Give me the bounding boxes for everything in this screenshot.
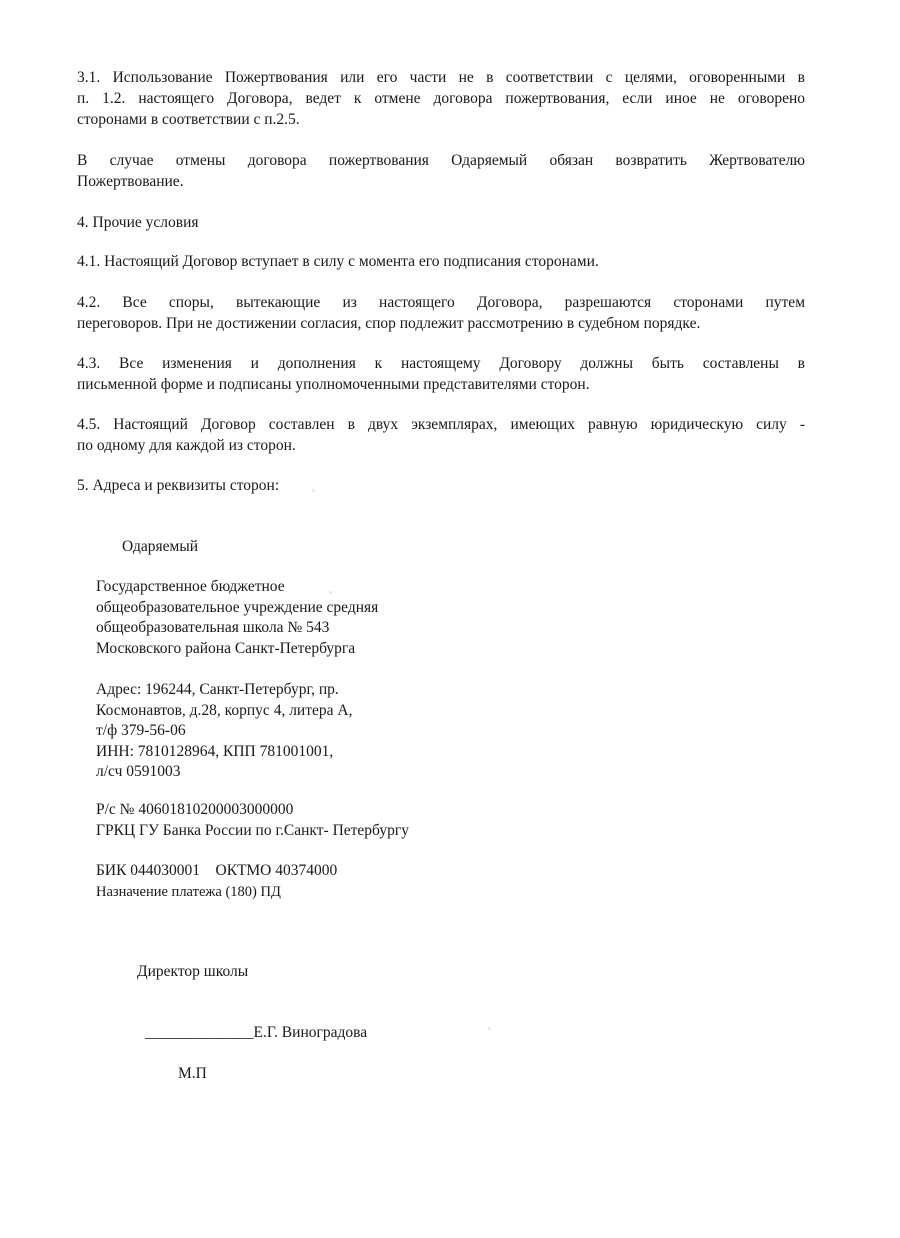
- director-title: [137, 962, 248, 983]
- org-line-1: Государственное бюджетное: [96, 578, 285, 595]
- cancellation-paragraph: [77, 150, 805, 192]
- section-5-title: [77, 475, 805, 496]
- clause-4-3-line-1: 4.3. Все изменения и дополнения к настоящему Договору должны быть составлены в: [77, 355, 805, 372]
- clause-4-2: [77, 292, 805, 334]
- recipient-bank: [96, 800, 409, 841]
- section-4-title-text: 4. Прочие условия: [77, 214, 199, 231]
- clause-3-1-line-1: 3.1. Использование Пожертвования или его части не в соответствии с целями, оговоренными в: [77, 69, 805, 86]
- address-line-2: Космонавтов, д.28, корпус 4, литера А,: [96, 701, 353, 719]
- clause-4-3: [77, 353, 805, 395]
- recipient-heading: [122, 537, 198, 558]
- scan-speck: [488, 1027, 491, 1030]
- address-line-5: л/сч 0591003: [96, 763, 181, 780]
- clause-3-1-line-2: п. 1.2. настоящего Договора, ведет к отмене договора пожертвования, если иное не оговорено: [77, 90, 805, 107]
- recipient-organization: [96, 577, 378, 659]
- address-line-1: Адрес: 196244, Санкт-Петербург, пр.: [96, 681, 339, 698]
- clause-4-5-line-2: по одному для каждой из сторон.: [77, 437, 296, 454]
- clause-4-1-text: 4.1. Настоящий Договор вступает в силу с момента его подписания сторонами.: [77, 253, 599, 270]
- stamp-place-text: М.П: [178, 1065, 207, 1082]
- recipient-address: [96, 680, 352, 783]
- recipient-heading-text: Одаряемый: [122, 538, 199, 555]
- signature-line: [145, 1023, 367, 1044]
- address-line-3: т/ф 379-56-06: [96, 722, 186, 739]
- clause-4-1: [77, 251, 805, 272]
- bank-line-1: Р/с № 40601810200003000000: [96, 801, 294, 818]
- clause-4-2-line-1: 4.2. Все споры, вытекающие из настоящего Договора, разрешаются сторонами путем: [77, 294, 805, 311]
- payment-purpose-line: Назначение платежа (180) ПД: [96, 883, 281, 900]
- stamp-place: [178, 1064, 207, 1085]
- clause-4-5-line-1: 4.5. Настоящий Договор составлен в двух экземплярах, имеющих равную юридическую силу -: [77, 416, 805, 433]
- section-5-title-text: 5. Адреса и реквизиты сторон:: [77, 477, 280, 494]
- signature-line-text: ______________Е.Г. Виноградова: [145, 1024, 368, 1041]
- recipient-codes: [96, 861, 337, 902]
- section-4-title: [77, 212, 805, 233]
- cancellation-line-2: Пожертвование.: [77, 173, 184, 190]
- org-line-2: общеобразовательное учреждение средняя: [96, 598, 379, 616]
- address-line-4: ИНН: 7810128964, КПП 781001001,: [96, 742, 334, 760]
- bank-line-2: ГРКЦ ГУ Банка России по г.Санкт- Петербургу: [96, 821, 409, 839]
- clause-3-1: [77, 67, 805, 130]
- cancellation-line-1: В случае отмены договора пожертвования Одаряемый обязан возвратить Жертвователю: [77, 152, 805, 169]
- org-line-4: Московского района Санкт-Петербурга: [96, 639, 356, 657]
- director-title-text: Директор школы: [137, 963, 249, 980]
- bik-oktmo-line: БИК 044030001 ОКТМО 40374000: [96, 862, 338, 879]
- clause-4-2-line-2: переговоров. При не достижении согласия, спор подлежит рассмотрению в судебном порядке.: [77, 315, 701, 332]
- clause-4-3-line-2: письменной форме и подписаны уполномоченными представителями сторон.: [77, 376, 590, 393]
- org-line-3: общеобразовательная школа № 543: [96, 619, 330, 636]
- clause-3-1-line-3: сторонами в соответствии с п.2.5.: [77, 111, 300, 128]
- clause-4-5: [77, 414, 805, 456]
